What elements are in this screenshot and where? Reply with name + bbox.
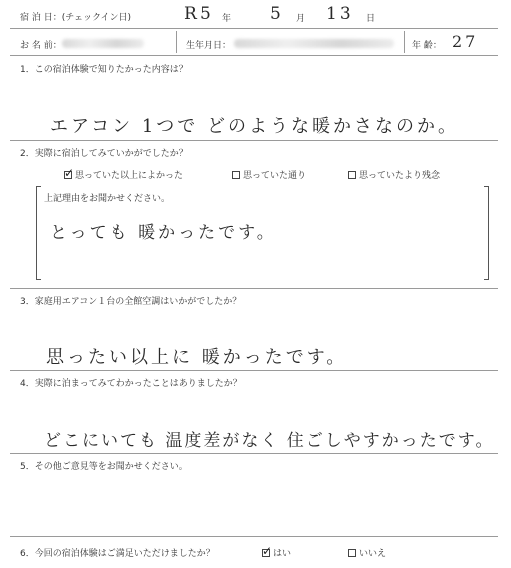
birth-date-label: 生年月日： xyxy=(186,41,232,51)
q2-option-1-label: 思っていた以上によかった xyxy=(75,171,184,181)
q1-answer: エアコン 1つで どのような暖かさなのか。 xyxy=(50,116,459,137)
checkbox[interactable] xyxy=(348,549,356,557)
q3-question: 3．家庭用エアコン１台の全館空調はいかがでしたか？ xyxy=(20,297,242,307)
q2-option-3[interactable] xyxy=(348,168,440,181)
q2-divider xyxy=(10,288,498,289)
q6-option-no[interactable] xyxy=(348,546,386,559)
checkbox[interactable] xyxy=(262,544,273,558)
q3-divider xyxy=(10,370,498,371)
checkbox[interactable] xyxy=(64,166,75,180)
header-separator-1 xyxy=(176,31,177,53)
q5-divider xyxy=(10,536,498,537)
q2-option-1[interactable] xyxy=(64,168,183,181)
q2-option-3-label: 思っていたより残念 xyxy=(359,171,441,181)
stay-date-label: 宿 泊 日：(チェックイン日) xyxy=(20,13,132,23)
checkmark-icon: ✓ xyxy=(64,166,75,180)
q2-option-2[interactable] xyxy=(232,168,306,181)
q6-question: 6．今回の宿泊体験はご満足いただけましたか？ xyxy=(20,549,215,559)
q2-reason-prompt: 上記理由をお聞かせください。 xyxy=(44,194,171,204)
q2-reason-answer: とっても 暖かったです。 xyxy=(50,223,277,243)
age-label: 年 齢： xyxy=(412,41,442,51)
q4-divider xyxy=(10,453,498,454)
stay-year: 5 xyxy=(200,4,214,24)
stay-day: 13 xyxy=(326,4,354,24)
stay-era: R xyxy=(184,4,200,24)
q3-answer: 思ったい以上に 暖かったです。 xyxy=(46,347,348,368)
header-separator-2 xyxy=(404,31,405,53)
checkmark-icon: ✓ xyxy=(262,544,273,558)
month-unit-label: 月 xyxy=(296,14,306,24)
q2-question: 2．実際に宿泊してみていかがでしたか？ xyxy=(20,149,188,159)
q6-option-yes-label: はい xyxy=(273,549,292,559)
redacted-birth-date xyxy=(234,39,394,48)
age-value: 27 xyxy=(452,32,479,51)
q1-divider xyxy=(10,140,498,141)
q4-question: 4．実際に泊まってみてわかったことはありましたか？ xyxy=(20,379,242,389)
checkbox[interactable] xyxy=(348,171,356,179)
header-divider-1 xyxy=(10,28,498,29)
checkbox[interactable] xyxy=(232,171,240,179)
name-label: お 名 前： xyxy=(20,41,62,51)
q4-answer: どこにいても 温度差がなく 住ごしやすかったです。 xyxy=(44,431,495,451)
redacted-name xyxy=(62,39,144,48)
reason-box-right-bracket xyxy=(484,186,489,280)
header-divider-2 xyxy=(10,55,498,56)
year-unit-label: 年 xyxy=(222,14,232,24)
stay-month: 5 xyxy=(270,4,284,24)
reason-box-left-bracket xyxy=(36,186,41,280)
q5-question: 5．その他ご意見等をお聞かせください。 xyxy=(20,462,188,472)
q2-option-2-label: 思っていた通り xyxy=(243,171,307,181)
q6-option-yes[interactable] xyxy=(262,546,291,559)
q1-question: 1．この宿泊体験で知りたかった内容は？ xyxy=(20,65,188,75)
q6-option-no-label: いいえ xyxy=(359,549,387,559)
day-unit-label: 日 xyxy=(366,14,376,24)
